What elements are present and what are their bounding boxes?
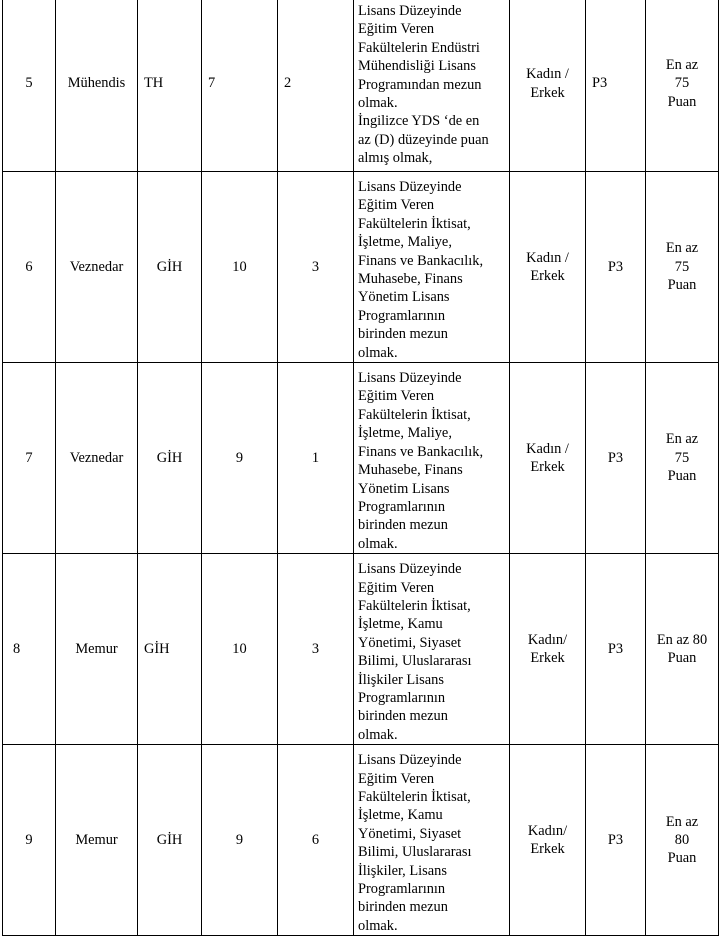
minimum-score: En az 75 Puan bbox=[646, 363, 719, 554]
row-number: 9 bbox=[3, 745, 56, 936]
table-row bbox=[3, 745, 719, 936]
score-type: P3 bbox=[586, 554, 646, 745]
minimum-score: En az 80 Puan bbox=[646, 745, 719, 936]
position-title: Veznedar bbox=[56, 363, 138, 554]
job-vacancy-table bbox=[2, 0, 719, 936]
score-type: P3 bbox=[586, 745, 646, 936]
position-degree: 7 bbox=[202, 0, 278, 172]
position-degree: 9 bbox=[202, 745, 278, 936]
position-class: GİH bbox=[138, 554, 202, 745]
row-number: 6 bbox=[3, 172, 56, 363]
position-degree: 9 bbox=[202, 363, 278, 554]
score-type: P3 bbox=[586, 0, 646, 172]
minimum-score: En az 75 Puan bbox=[646, 172, 719, 363]
gender: Kadın / Erkek bbox=[510, 0, 586, 172]
gender: Kadın/ Erkek bbox=[510, 554, 586, 745]
position-title: Mühendis bbox=[56, 0, 138, 172]
requirements-text: Lisans Düzeyinde Eğitim Veren Fakültelerin İktisat, İşletme, Kamu Yönetimi, Siyaset Bilimi, Uluslararası İlişkiler Lisans Programlarının birinden mezun olmak. bbox=[354, 554, 510, 745]
score-type: P3 bbox=[586, 172, 646, 363]
position-count: 1 bbox=[278, 363, 354, 554]
requirements-text: Lisans Düzeyinde Eğitim Veren Fakültelerin İktisat, İşletme, Kamu Yönetimi, Siyaset Bilimi, Uluslararası İlişkiler, Lisans Programlarının birinden mezun olmak. bbox=[354, 745, 510, 936]
table-row bbox=[3, 172, 719, 363]
row-number: 7 bbox=[3, 363, 56, 554]
table-row bbox=[3, 0, 719, 172]
minimum-score: En az 75 Puan bbox=[646, 0, 719, 172]
position-class: GİH bbox=[138, 172, 202, 363]
position-title: Memur bbox=[56, 745, 138, 936]
requirements-text: Lisans Düzeyinde Eğitim Veren Fakültelerin Endüstri Mühendisliği Lisans Programından mezun olmak. İngilizce YDS ‘de en az (D) düzeyinde puan almış olmak, bbox=[354, 0, 510, 172]
gender: Kadın / Erkek bbox=[510, 172, 586, 363]
position-degree: 10 bbox=[202, 554, 278, 745]
position-title: Memur bbox=[56, 554, 138, 745]
table-row bbox=[3, 363, 719, 554]
gender: Kadın / Erkek bbox=[510, 363, 586, 554]
position-count: 2 bbox=[278, 0, 354, 172]
minimum-score: En az 80 Puan bbox=[646, 554, 719, 745]
gender: Kadın/ Erkek bbox=[510, 745, 586, 936]
position-count: 6 bbox=[278, 745, 354, 936]
position-class: TH bbox=[138, 0, 202, 172]
position-count: 3 bbox=[278, 172, 354, 363]
position-title: Veznedar bbox=[56, 172, 138, 363]
row-number: 5 bbox=[3, 0, 56, 172]
row-number: 8 bbox=[3, 554, 56, 745]
position-degree: 10 bbox=[202, 172, 278, 363]
requirements-text: Lisans Düzeyinde Eğitim Veren Fakültelerin İktisat, İşletme, Maliye, Finans ve Bankacılık, Muhasebe, Finans Yönetim Lisans Programlarının birinden mezun olmak. bbox=[354, 363, 510, 554]
requirements-text: Lisans Düzeyinde Eğitim Veren Fakültelerin İktisat, İşletme, Maliye, Finans ve Bankacılık, Muhasebe, Finans Yönetim Lisans Programlarının birinden mezun olmak. bbox=[354, 172, 510, 363]
position-count: 3 bbox=[278, 554, 354, 745]
score-type: P3 bbox=[586, 363, 646, 554]
position-class: GİH bbox=[138, 363, 202, 554]
table-row bbox=[3, 554, 719, 745]
position-class: GİH bbox=[138, 745, 202, 936]
